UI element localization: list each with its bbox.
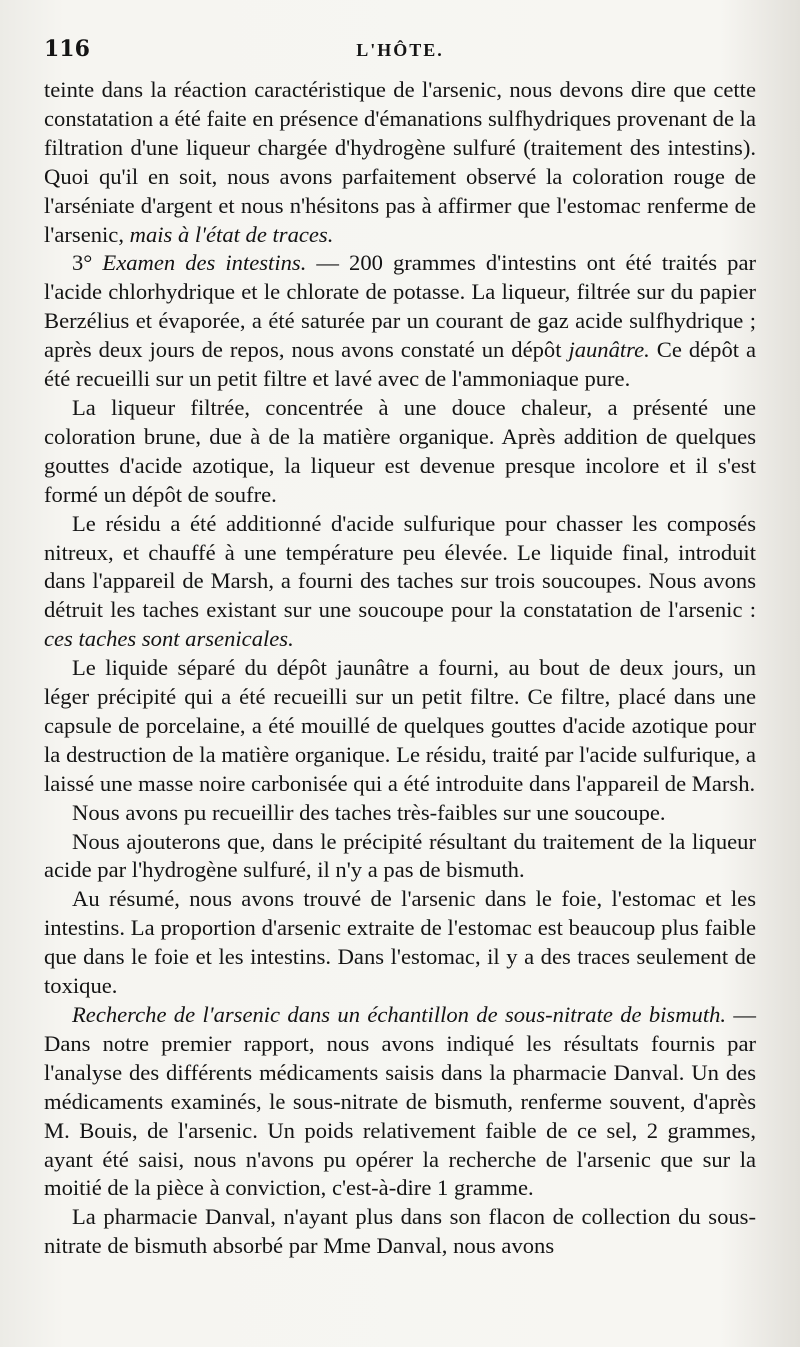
text-run: La liqueur filtrée, concentrée à une douce chaleur, a présenté une coloration brune, due à de la matière organique. Après addition de quelques gouttes d'acide azotique, la liqueur est devenue presque incolore et il s'est formé un dépôt de soufre. — [44, 394, 756, 507]
paragraph — [44, 1001, 756, 1203]
body-text — [44, 76, 756, 1341]
paragraph — [44, 654, 756, 799]
paragraph — [44, 885, 756, 1001]
paragraph — [44, 828, 756, 886]
italic-run: ces taches sont arsenicales. — [44, 626, 294, 652]
text-run: Le liquide séparé du dépôt jaunâtre a fourni, au bout de deux jours, un léger précipité qui a été recueilli sur un petit filtre. Ce filtre, placé dans une capsule de porcelaine, a été mouillé de quelques gouttes d'acide azotique pour la destruction de la matière organique. Le résidu, traité par l'acide sulfurique, a laissé une masse noire carbonisée qui a été introduite dans l'appareil de Marsh. — [44, 655, 756, 796]
page-number: 116 — [44, 36, 90, 62]
paragraph — [44, 799, 756, 828]
paragraph — [44, 394, 756, 510]
text-run: — 200 grammes d'intestins ont été traités par l'acide chlorhydrique et le chlorate de potasse. La liqueur, filtrée sur du papier Berzélius et évaporée, a été saturée par un courant de gaz acide sulfhydrique ; après deux jours de repos, nous avons constaté un dépôt — [44, 250, 756, 363]
italic-run: mais à l'état de traces. — [129, 221, 334, 247]
paragraph — [44, 76, 756, 249]
text-run: 3° — [72, 250, 103, 276]
italic-run: jaunâtre. — [568, 337, 650, 363]
paragraph — [44, 1203, 756, 1261]
text-run: Nous ajouterons que, dans le précipité résultant du traitement de la liqueur acide par l'hydrogène sulfuré, il n'y a pas de bismuth. — [44, 828, 756, 883]
text-run: Nous avons pu recueillir des taches très-faibles sur une soucoupe. — [72, 799, 666, 825]
italic-run: Examen des intestins. — [102, 250, 307, 276]
text-run: Au résumé, nous avons trouvé de l'arsenic dans le foie, l'estomac et les intestins. La proportion d'arsenic extraite de l'estomac est beaucoup plus faible que dans le foie et les intestins. Dans l'estomac, il y a des traces seulement de toxique. — [44, 886, 756, 999]
text-run: La pharmacie Danval, n'ayant plus dans son flacon de collection du sous-nitrate de bismuth absorbé par Mme Danval, nous avons — [44, 1204, 756, 1259]
paragraph — [44, 249, 756, 394]
page-header — [44, 36, 756, 70]
italic-run: Recherche de l'arsenic dans un échantillon de sous-nitrate de bismuth. — [72, 1002, 727, 1027]
text-run: Le résidu a été additionné d'acide sulfurique pour chasser les composés nitreux, et chauffé à une température peu élevée. Le liquide final, introduit dans l'appareil de Marsh, a fourni des taches sur trois soucoupes. Nous avons détruit les taches existant sur une soucoupe pour la constatation de l'arsenic : — [44, 510, 756, 623]
paragraph — [44, 510, 756, 655]
text-run: — Dans notre premier rapport, nous avons indiqué les résultats fournis par l'analyse des différents médicaments saisis dans la pharmacie Danval. Un des médicaments examinés, le sous-nitrate de bismuth, renferme souvent, d'après M. Bouis, de l'arsenic. Un poids relativement faible de ce sel, 2 grammes, ayant été saisi, nous n'avons pu opérer la recherche de l'arsenic que sur la moitié de la pièce à conviction, c'est-à-dire 1 gramme. — [44, 1002, 756, 1201]
text-run: teinte dans la réaction caractéristique de l'arsenic, nous devons dire que cette constatation a été faite en présence d'émanations sulfhydriques provenant de la filtration d'une liqueur chargée d'hydrogène sulfuré (traitement des intestins). Quoi qu'il en soit, nous avons parfaitement observé la coloration rouge de l'arséniate d'argent et nous n'hésitons pas à affirmer que l'estomac renferme de l'arsenic, — [44, 77, 756, 247]
running-title: L'HÔTE. — [356, 40, 444, 60]
text-run: Ce dépôt a été recueilli sur un petit filtre et lavé avec de l'ammoniaque pure. — [44, 337, 756, 392]
